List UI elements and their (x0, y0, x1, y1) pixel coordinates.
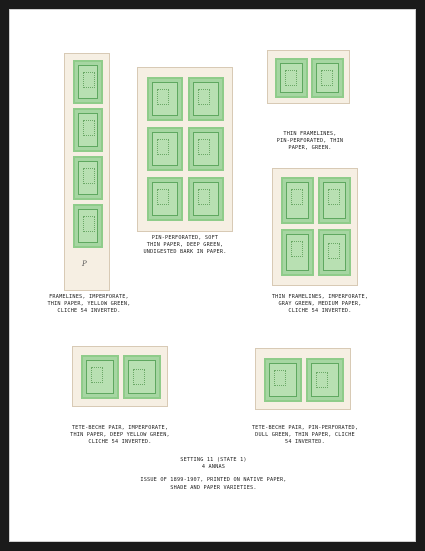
stamp-inverted (306, 358, 344, 402)
pair-top-right-mount (267, 50, 350, 104)
block6-mount (137, 67, 233, 232)
stamp (73, 108, 103, 152)
caption-line: PAPER, GREEN. (288, 145, 332, 152)
stamp (73, 204, 103, 248)
stamp (264, 358, 302, 402)
caption-line: 54 INVERTED. (285, 439, 325, 446)
strip-mount (64, 53, 110, 291)
caption-pair-top-right (255, 131, 365, 153)
stamp (318, 177, 351, 224)
stamp (147, 127, 183, 171)
stamp (73, 156, 103, 200)
caption-line: THIN PAPER, YELLOW GREEN, (47, 301, 131, 308)
stamp-inverted (123, 355, 161, 399)
caption-tete-right (235, 425, 375, 447)
footer (10, 457, 417, 492)
caption-line: THIN PAPER, DEEP YELLOW GREEN, (70, 432, 170, 439)
caption-line: UNDIGESTED BARK IN PAPER. (143, 249, 227, 256)
stamp (311, 58, 344, 98)
denomination: 4 ANNAS (201, 464, 226, 471)
stamp (275, 58, 308, 98)
caption-block6 (120, 235, 250, 257)
album-page (9, 9, 416, 542)
caption-line: FRAMELINES, IMPERFORATE, (49, 294, 129, 300)
stamp-inverted (318, 229, 351, 276)
stamp (188, 77, 224, 121)
stamp (73, 60, 103, 104)
stamp (81, 355, 119, 399)
stamp (281, 229, 314, 276)
caption-line: THIN FRAMELINES, (283, 131, 337, 137)
caption-tete-left (50, 425, 190, 447)
caption-line: CLICHE 54 INVERTED. (57, 308, 121, 315)
block4-mount (272, 168, 358, 286)
tete-right-mount (255, 348, 351, 410)
setting-title: SETTING 11 (STATE 1) (180, 457, 247, 463)
caption-line: CLICHE 54 INVERTED. (88, 439, 152, 446)
stamp (188, 177, 224, 221)
caption-line: TETE-BECHE PAIR, IMPERFORATE, (71, 425, 169, 431)
stamp (281, 177, 314, 224)
caption-line: TETE-BECHE PAIR, PIN-PERFORATED, (251, 425, 359, 431)
pencil-mark: P (82, 260, 87, 268)
stamp (147, 77, 183, 121)
caption-line: GRAY GREEN, MEDIUM PAPER, (278, 301, 362, 308)
caption-line: THIN PAPER, DEEP GREEN, (146, 242, 224, 249)
stamp (188, 127, 224, 171)
stamp (147, 177, 183, 221)
tete-left-mount (72, 346, 168, 407)
issue-line: SHADE AND PAPER VARIETIES. (170, 484, 257, 491)
caption-line: PIN-PERFORATED, SOFT (151, 235, 219, 241)
caption-line: DULL GREEN, THIN PAPER, CLICHE (255, 432, 355, 439)
caption-line: THIN FRAMELINES, IMPERFORATE, (271, 294, 369, 300)
issue-line: ISSUE OF 1899-1907, PRINTED ON NATIVE PAPER, (140, 477, 287, 484)
caption-strip (24, 294, 154, 316)
caption-block4 (250, 294, 390, 316)
caption-line: CLICHE 54 INVERTED. (288, 308, 352, 315)
caption-line: PIN-PERFORATED, THIN (276, 138, 344, 145)
